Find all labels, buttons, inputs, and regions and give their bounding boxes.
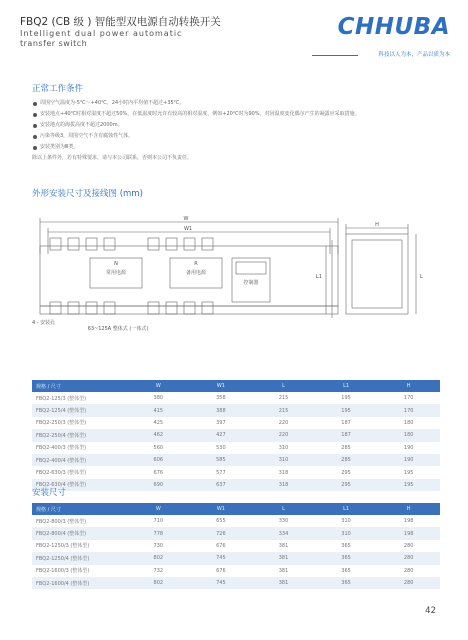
table-row (32, 479, 440, 491)
cell: 190 (377, 442, 440, 454)
cell: 381 (252, 565, 315, 577)
cell: 726 (190, 527, 253, 539)
cell: 220 (252, 417, 315, 429)
brand-logo: CHHUBA (337, 14, 450, 40)
cell: 330 (252, 515, 315, 527)
cell: 732 (127, 565, 190, 577)
cell: 180 (377, 429, 440, 441)
cell: 606 (127, 454, 190, 466)
cell: 381 (252, 577, 315, 589)
cell: FBQ2-1600/4 (整体型) (32, 577, 127, 589)
cell: 427 (190, 429, 253, 441)
col-header: W (127, 380, 190, 392)
cell: 170 (377, 392, 440, 404)
diagram-title: 外形安装尺寸及接线图 (mm) (32, 189, 143, 199)
cell: 190 (377, 454, 440, 466)
table-row (32, 515, 440, 527)
dimension-table-2 (32, 503, 440, 589)
cell: FBQ2-1250/4 (整体型) (32, 552, 127, 564)
cell: 655 (190, 515, 253, 527)
cell: 180 (377, 417, 440, 429)
col-header: L1 (315, 503, 378, 515)
condition-item: 污染等级3，周围空气不含有腐蚀性气体。 (32, 131, 452, 142)
cell: 215 (252, 404, 315, 416)
cell: FBQ2-400/3 (整体型) (32, 442, 127, 454)
cell: 220 (252, 429, 315, 441)
condition-item: 安装地点的海拔高度不超过2000m。 (32, 120, 452, 131)
col-header: H (377, 380, 440, 392)
cell: 187 (315, 417, 378, 429)
col-header: L1 (315, 380, 378, 392)
cell: 577 (190, 466, 253, 478)
product-title: FBQ2 (CB 级 ) 智能型双电源自动转换开关 (20, 16, 221, 28)
cell: 295 (315, 466, 378, 478)
cell: FBQ2-1600/3 (整体型) (32, 565, 127, 577)
cell: 195 (377, 479, 440, 491)
cell: 415 (127, 404, 190, 416)
brand-slogan: 科技以人为本，产品以质为本 (378, 52, 450, 58)
cell: 195 (315, 404, 378, 416)
cell: FBQ2-800/4 (整体型) (32, 527, 127, 539)
col-header: 规格 / 尺寸 (32, 380, 127, 392)
cell: 381 (252, 540, 315, 552)
dim-l1-label: L1 (316, 274, 322, 280)
page-number: 42 (425, 606, 436, 616)
cell: 310 (315, 527, 378, 539)
mounting-hole-label: 4 - 安装孔 (32, 320, 56, 326)
table-row (32, 429, 440, 441)
cell: 676 (190, 540, 253, 552)
table-row (32, 565, 440, 577)
install-dimensions-title: 安装尺寸 (32, 488, 67, 498)
cell: 215 (252, 392, 315, 404)
dim-w1-label: W1 (183, 226, 193, 232)
cell: FBQ2-125/4 (整体型) (32, 404, 127, 416)
cell: 318 (252, 479, 315, 491)
breaker-n-label: N (114, 261, 118, 267)
cell: 381 (252, 552, 315, 564)
cell: 310 (315, 515, 378, 527)
table-row (32, 527, 440, 539)
switch-outline-drawing (28, 214, 438, 364)
table-row (32, 552, 440, 564)
cell: 187 (315, 429, 378, 441)
table-row (32, 442, 440, 454)
cell: 530 (190, 442, 253, 454)
cell: 198 (377, 515, 440, 527)
table-row (32, 466, 440, 478)
table-row (32, 577, 440, 589)
table-header-row (32, 503, 440, 515)
cell: FBQ2-250/4 (整体型) (32, 429, 127, 441)
cell: FBQ2-125/3 (整体型) (32, 392, 127, 404)
cell: 280 (377, 565, 440, 577)
cell: 170 (377, 404, 440, 416)
controller-label: 控制器 (243, 280, 259, 286)
cell: 380 (127, 392, 190, 404)
cell: 365 (315, 565, 378, 577)
cell: 195 (377, 466, 440, 478)
cell: 285 (315, 454, 378, 466)
product-subtitle-line1: Intelligent dual power automatic (20, 29, 183, 38)
common-power-label: 常用电源 (105, 270, 127, 276)
table-header-row (32, 380, 440, 392)
col-header: H (377, 503, 440, 515)
cell: 280 (377, 540, 440, 552)
condition-item: 周围空气温度为-5℃～+40℃，24小时内平均值不超过+35℃。 (32, 98, 452, 109)
col-header: W1 (190, 380, 253, 392)
col-header: W1 (190, 503, 253, 515)
cell: 365 (315, 540, 378, 552)
cell: 745 (190, 577, 253, 589)
cell: FBQ2-1250/3 (整体型) (32, 540, 127, 552)
condition-note: 除以上条件外，若有特殊要求，请与本公司联系，否则本公司不负责任。 (32, 155, 193, 161)
cell: 310 (252, 442, 315, 454)
cell: 710 (127, 515, 190, 527)
cell: 280 (377, 552, 440, 564)
cell: 358 (190, 392, 253, 404)
col-header: L (252, 380, 315, 392)
cell: 280 (377, 577, 440, 589)
table-row (32, 404, 440, 416)
cell: FBQ2-800/3 (整体型) (32, 515, 127, 527)
cell: 676 (190, 565, 253, 577)
cell: 365 (315, 577, 378, 589)
slogan-divider (312, 55, 358, 56)
dim-w-label: W (183, 216, 189, 222)
table-row (32, 417, 440, 429)
cell: 295 (315, 479, 378, 491)
cell: 690 (127, 479, 190, 491)
cell: 365 (315, 552, 378, 564)
cell: FBQ2-630/4 (整体型) (32, 479, 127, 491)
cell: 585 (190, 454, 253, 466)
cell: 310 (252, 454, 315, 466)
cell: 195 (315, 392, 378, 404)
cell: 637 (190, 479, 253, 491)
col-header: W (127, 503, 190, 515)
condition-item: 安装类别为Ⅲ类。 (32, 142, 452, 153)
conditions-list (32, 98, 452, 164)
cell: 334 (252, 527, 315, 539)
product-subtitle-line2: transfer switch (20, 39, 88, 48)
cell: 730 (127, 540, 190, 552)
table-row (32, 454, 440, 466)
cell: 388 (190, 404, 253, 416)
table-row (32, 540, 440, 552)
cell: 560 (127, 442, 190, 454)
diagram-caption: 63~125A 整体式 (一体式) (87, 326, 149, 332)
cell: FBQ2-250/3 (整体型) (32, 417, 127, 429)
dimension-table-1 (32, 380, 440, 491)
cell: 462 (127, 429, 190, 441)
cell: FBQ2-630/3 (整体型) (32, 466, 127, 478)
page-header (20, 14, 450, 64)
conditions-title: 正常工作条件 (32, 84, 84, 94)
dimension-diagram (28, 214, 438, 364)
condition-item: 安装地点+40℃时相对湿度不超过50%，在低温度时允许有较高的相对湿度，例如+20℃时为90%，对因温度变化偶尔产生的凝露应采取措施。 (32, 109, 452, 120)
col-header: 规格 / 尺寸 (32, 503, 127, 515)
cell: 745 (190, 552, 253, 564)
cell: 802 (127, 552, 190, 564)
col-header: L (252, 503, 315, 515)
table-row (32, 392, 440, 404)
cell: 802 (127, 577, 190, 589)
cell: 318 (252, 466, 315, 478)
backup-power-label: 备用电源 (185, 270, 207, 276)
cell: 198 (377, 527, 440, 539)
cell: 425 (127, 417, 190, 429)
cell: 676 (127, 466, 190, 478)
cell: 778 (127, 527, 190, 539)
cell: 285 (315, 442, 378, 454)
breaker-r-label: R (194, 261, 198, 267)
cell: FBQ2-400/4 (整体型) (32, 454, 127, 466)
cell: 397 (190, 417, 253, 429)
dim-h-label: H (375, 222, 379, 228)
dim-l-label: L (420, 274, 423, 280)
